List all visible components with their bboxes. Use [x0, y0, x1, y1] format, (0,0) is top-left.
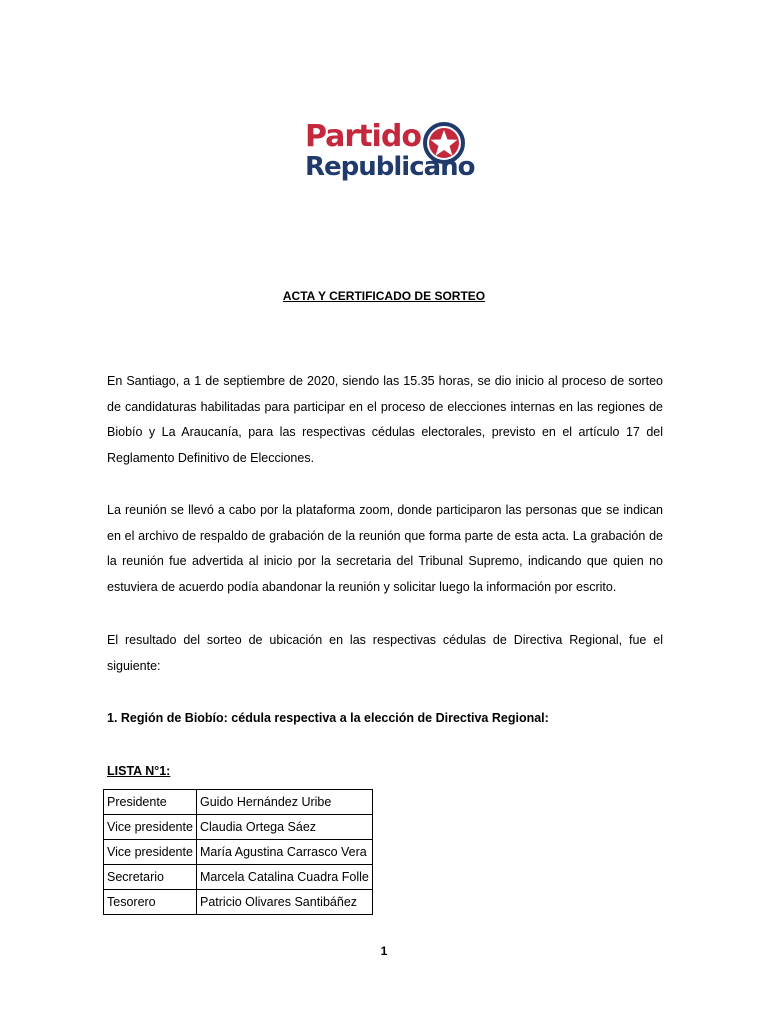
partido-republicano-logo: [305, 118, 475, 190]
role-cell: Tesorero: [104, 890, 197, 915]
role-cell: Vice presidente: [104, 840, 197, 865]
role-cell: Vice presidente: [104, 815, 197, 840]
paragraph-line: siguiente:: [107, 658, 161, 673]
logo-word-partido: Partido: [305, 119, 421, 154]
paragraph-meeting: [107, 498, 663, 600]
role-cell: Presidente: [104, 790, 197, 815]
list-heading: LISTA N°1:: [107, 764, 171, 778]
logo-word-republicano: Republicano: [305, 152, 475, 182]
name-cell: Marcela Catalina Cuadra Folle: [197, 865, 373, 890]
section-heading: 1. Región de Biobío: cédula respectiva a la elección de Directiva Regional:: [107, 711, 549, 725]
name-cell: Patricio Olivares Santibáñez: [197, 890, 373, 915]
table-row: [104, 815, 373, 840]
paragraph-intro: [107, 369, 663, 471]
page-number: 1: [380, 944, 388, 958]
paragraph-line: La reunión se llevó a cabo por la plataforma zoom, donde participaron las personas que se indican: [107, 503, 663, 517]
paragraph-line: Reglamento Definitivo de Elecciones.: [107, 450, 315, 465]
role-cell: Secretario: [104, 865, 197, 890]
paragraph-line: Biobío y La Araucanía, para las respectivas cédulas electorales, previsto en el artículo 17 del: [107, 425, 663, 439]
candidates-table: [103, 789, 373, 915]
table-row: [104, 890, 373, 915]
name-cell: Claudia Ortega Sáez: [197, 815, 373, 840]
paragraph-line: en el archivo de respaldo de grabación de la reunión que forma parte de esta acta. La grabación de: [107, 528, 663, 543]
document-title: ACTA Y CERTIFICADO DE SORTEO: [282, 289, 486, 303]
table-row: [104, 840, 373, 865]
paragraph-result: [107, 628, 663, 679]
paragraph-line: En Santiago, a 1 de septiembre de 2020, siendo las 15.35 horas, se dio inicio al proceso de sorteo: [107, 374, 663, 388]
table-row: [104, 790, 373, 815]
name-cell: Guido Hernández Uribe: [197, 790, 373, 815]
paragraph-line: El resultado del sorteo de ubicación en las respectivas cédulas de Directiva Regional, fue el: [107, 633, 663, 647]
paragraph-line: la reunión fue advertida al inicio por la secretaria del Tribunal Supremo, indicando que quien no: [107, 554, 663, 568]
paragraph-line: de candidaturas habilitadas para participar en el proceso de elecciones internas en las regiones de: [107, 399, 663, 414]
table-row: [104, 865, 373, 890]
paragraph-line: estuviera de acuerdo podía abandonar la reunión y solicitar luego la información por escrito.: [107, 579, 617, 594]
name-cell: María Agustina Carrasco Vera: [197, 840, 373, 865]
